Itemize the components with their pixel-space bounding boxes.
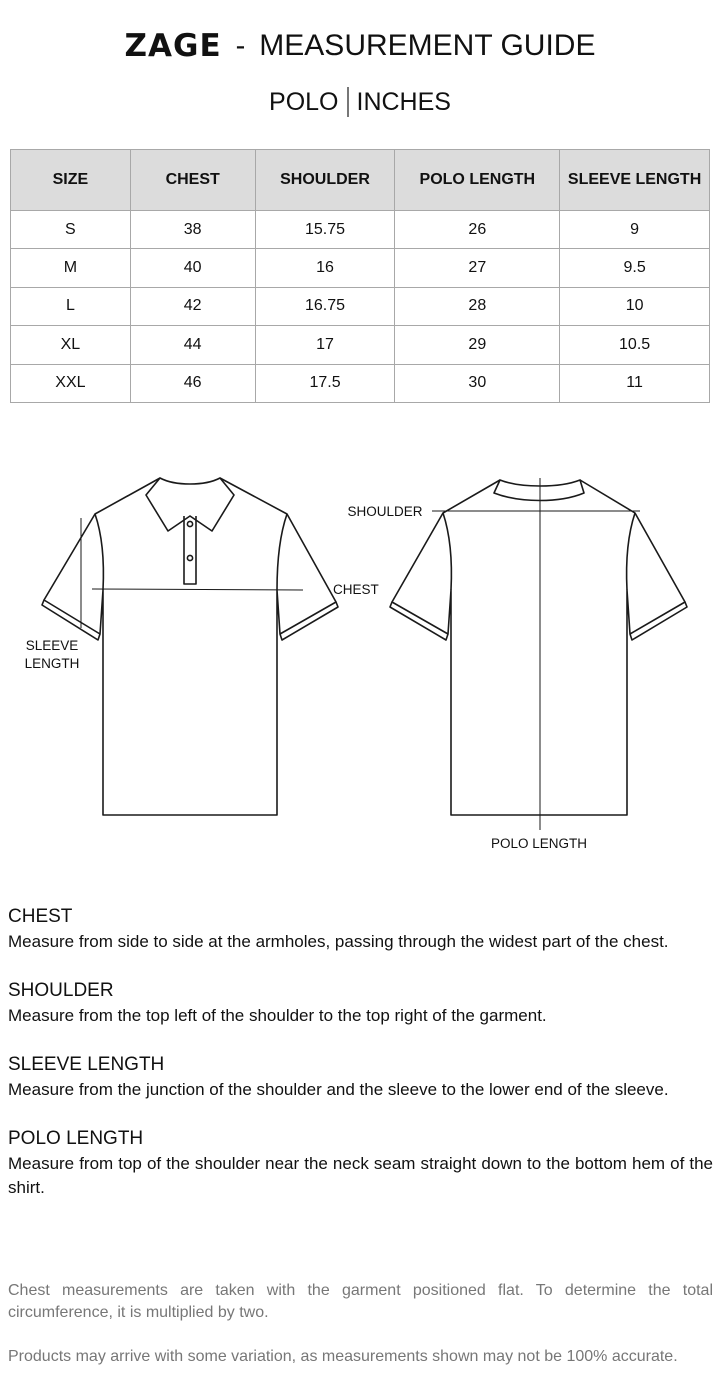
back-sleeve-left-inner [443, 513, 451, 590]
front-button-bottom [187, 555, 192, 560]
title-separator: - [235, 29, 246, 62]
table-cell: M [11, 249, 131, 287]
back-body-outline [392, 480, 685, 815]
chest-measurement-note: Chest measurements are taken with the garment positioned flat. To determine the total circumference, it is multiplied by two. [8, 1282, 713, 1321]
front-left-cuff [42, 600, 100, 640]
table-row [11, 249, 710, 287]
polo-back-illustration [390, 480, 687, 815]
front-body-outline [44, 478, 336, 815]
measurement-descriptions [8, 904, 713, 1224]
unit-label: INCHES [356, 87, 451, 116]
table-row [11, 326, 710, 364]
description-text: Measure from top of the shoulder near the neck seam straight down to the bottom hem of the shirt. [8, 1154, 713, 1197]
description-title: POLO LENGTH [8, 1128, 144, 1149]
title-row [0, 24, 720, 68]
front-right-cuff [280, 602, 338, 640]
back-right-cuff [630, 602, 687, 640]
table-cell: 9.5 [560, 249, 710, 287]
table-cell: 26 [395, 211, 560, 249]
chest-description [8, 904, 713, 954]
chest-label: CHEST [333, 582, 379, 597]
description-text: Measure from the junction of the shoulder and the sleeve to the lower end of the sleeve. [8, 1080, 669, 1099]
description-title: SLEEVE LENGTH [8, 1054, 165, 1075]
description-title: CHEST [8, 906, 73, 927]
polo-length-description [8, 1126, 713, 1200]
variation-note: Products may arrive with some variation, as measurements shown may not be 100% accurate. [8, 1348, 678, 1365]
sleeve-length-description [8, 1052, 713, 1102]
table-cell: 9 [560, 211, 710, 249]
table-cell: 28 [395, 287, 560, 325]
shoulder-label: SHOULDER [347, 504, 423, 519]
table-cell: 44 [130, 326, 255, 364]
size-chart-table [10, 149, 710, 403]
table-cell: 17 [255, 326, 395, 364]
front-collar [146, 478, 234, 531]
page-header [0, 24, 720, 118]
table-row [11, 364, 710, 402]
table-row [11, 287, 710, 325]
description-text: Measure from the top left of the shoulder to the top right of the garment. [8, 1006, 547, 1025]
front-sleeve-right-inner [277, 514, 287, 590]
shoulder-description [8, 978, 713, 1028]
table-cell: 17.5 [255, 364, 395, 402]
table-cell: 30 [395, 364, 560, 402]
front-measure-lines [81, 518, 303, 628]
back-measure-lines [432, 478, 640, 830]
description-title: SHOULDER [8, 980, 114, 1001]
measurement-diagram [0, 460, 720, 860]
disclaimer-notes [8, 1280, 713, 1390]
table-cell: 29 [395, 326, 560, 364]
column-header-shoulder: SHOULDER [255, 150, 395, 211]
table-cell: L [11, 287, 131, 325]
sleeve-label-line2: LENGTH [24, 656, 80, 671]
table-cell: 38 [130, 211, 255, 249]
table-cell: XL [11, 326, 131, 364]
table-cell: 46 [130, 364, 255, 402]
table-header-row [11, 150, 710, 211]
subtitle-row [0, 86, 720, 118]
table-cell: 40 [130, 249, 255, 287]
subtitle-divider [347, 87, 349, 117]
table-cell: 10.5 [560, 326, 710, 364]
page-title: MEASUREMENT GUIDE [259, 29, 596, 62]
garment-label: POLO [269, 87, 339, 116]
sleeve-label-line1: SLEEVE [25, 638, 79, 653]
polo-front-illustration [42, 478, 338, 815]
table-cell: 16 [255, 249, 395, 287]
table-cell: 16.75 [255, 287, 395, 325]
back-sleeve-right-inner [627, 513, 635, 590]
description-text: Measure from side to side at the armholes, passing through the widest part of the chest. [8, 932, 669, 951]
column-header-sleeve-length: SLEEVE LENGTH [560, 150, 710, 211]
table-cell: S [11, 211, 131, 249]
table-cell: 10 [560, 287, 710, 325]
brand-logo: ZAGE [124, 28, 222, 64]
table-cell: 42 [130, 287, 255, 325]
table-row [11, 211, 710, 249]
chest-measure-line [92, 589, 303, 590]
back-left-cuff [390, 602, 448, 640]
column-header-polo-length: POLO LENGTH [395, 150, 560, 211]
front-button-top [187, 521, 192, 526]
back-collar [494, 480, 584, 501]
column-header-chest: CHEST [130, 150, 255, 211]
polo-length-label: POLO LENGTH [490, 836, 588, 851]
front-sleeve-left-inner [95, 514, 103, 590]
table-cell: 15.75 [255, 211, 395, 249]
table-cell: XXL [11, 364, 131, 402]
table-cell: 11 [560, 364, 710, 402]
column-header-size: SIZE [11, 150, 131, 211]
table-cell: 27 [395, 249, 560, 287]
